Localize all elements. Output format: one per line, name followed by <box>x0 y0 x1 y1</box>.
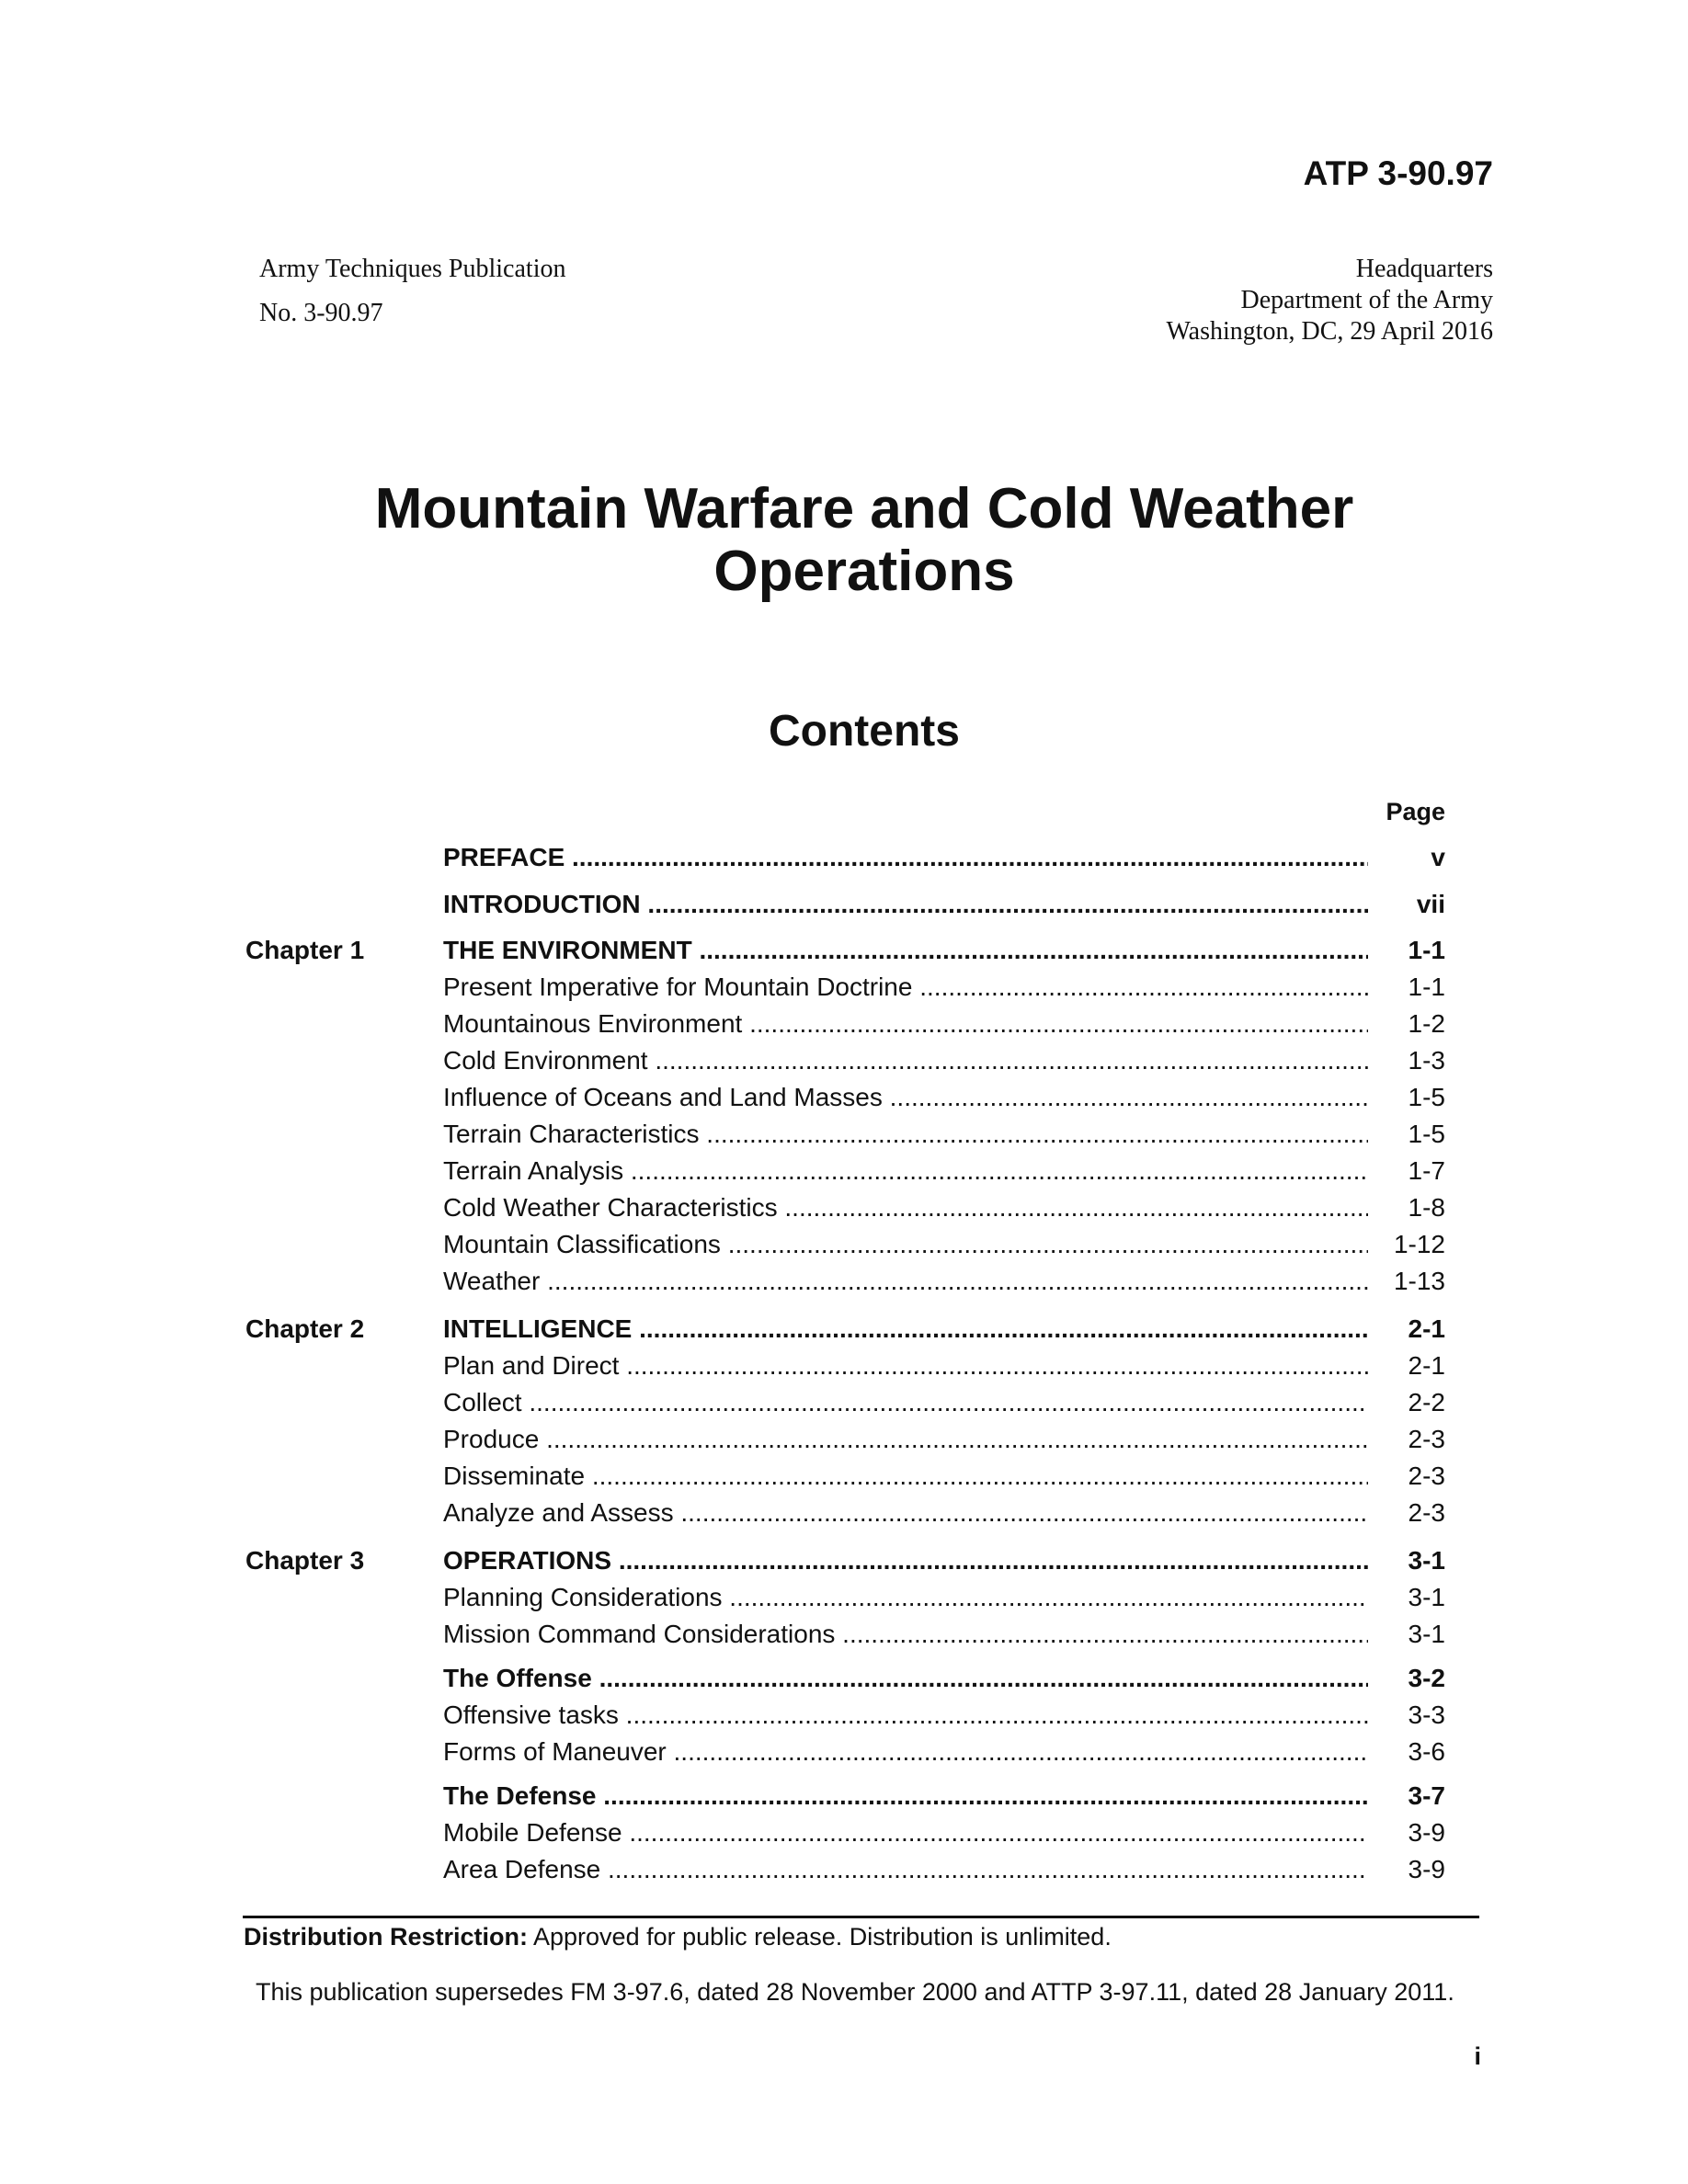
toc-entry[interactable] <box>0 1544 1688 1577</box>
toc-page-number: 1-5 <box>1408 1120 1445 1148</box>
toc-entry-title: Mountainous Environment ..... <box>443 1007 1368 1041</box>
toc-entry[interactable] <box>0 1349 1688 1382</box>
toc-chapter-label: Chapter 2 <box>245 1314 365 1343</box>
toc-page-number: 3-9 <box>1408 1818 1445 1847</box>
toc-page-number: 1-2 <box>1408 1009 1445 1038</box>
toc-page-number: 3-3 <box>1408 1701 1445 1729</box>
toc-entry-title: The Offense ..... <box>443 1662 1368 1695</box>
toc-chapter-label: Chapter 3 <box>245 1546 365 1575</box>
toc-entry-title: INTELLIGENCE ..... <box>443 1313 1368 1346</box>
toc-chapter-label: Chapter 1 <box>245 936 365 964</box>
contents-heading: Contents <box>769 707 960 756</box>
toc-entry-title: Cold Weather Characteristics ..... <box>443 1191 1368 1224</box>
toc-entry-title: Influence of Oceans and Land Masses ..... <box>443 1081 1368 1114</box>
toc-page-number: 1-12 <box>1393 1230 1445 1258</box>
toc-entry-title: Disseminate ..... <box>443 1460 1368 1493</box>
toc-entry[interactable] <box>0 934 1688 967</box>
divider-rule <box>243 1916 1479 1918</box>
supersedes-note: This publication supersedes FM 3-97.6, dated 28 November 2000 and ATTP 3-97.11, dated 28 January 2011. <box>256 1978 1454 2006</box>
distribution-text: Approved for public release. Distribution is unlimited. <box>528 1923 1112 1951</box>
toc-entry-title: PREFACE ..... <box>443 841 1368 874</box>
toc-entry[interactable] <box>0 1081 1688 1114</box>
toc-page-number: 2-3 <box>1408 1498 1445 1527</box>
toc-entry-title: The Defense ..... <box>443 1780 1368 1813</box>
toc-page-number: 3-1 <box>1408 1620 1445 1648</box>
toc-entry-title: Mission Command Considerations ..... <box>443 1618 1368 1651</box>
publication-info <box>259 254 565 329</box>
toc-page-number: 1-13 <box>1393 1267 1445 1295</box>
toc-page-number: 1-1 <box>1408 973 1445 1001</box>
toc-entry-title: Plan and Direct ..... <box>443 1349 1368 1382</box>
toc-entry[interactable] <box>0 1496 1688 1530</box>
toc-entry[interactable] <box>0 888 1688 921</box>
title-line-1: Mountain Warfare and Cold Weather <box>374 477 1354 540</box>
toc-entry[interactable] <box>0 1735 1688 1769</box>
toc-entry-title: Produce ..... <box>443 1423 1368 1456</box>
toc-page-number: 1-5 <box>1408 1083 1445 1111</box>
toc-entry-title: Area Defense ..... <box>443 1853 1368 1886</box>
publication-type: Army Techniques Publication <box>259 255 566 283</box>
toc-entry-title: Cold Environment ..... <box>443 1044 1368 1077</box>
page-number: i <box>1474 2042 1481 2070</box>
toc-entry-title: Mobile Defense ..... <box>443 1816 1368 1849</box>
toc-entry-title: Planning Considerations ..... <box>443 1581 1368 1614</box>
toc-entry[interactable] <box>0 1618 1688 1651</box>
toc-page-number: 3-2 <box>1408 1664 1445 1692</box>
toc-entry-title: Terrain Analysis ..... <box>443 1155 1368 1188</box>
toc-page-number: 3-1 <box>1408 1546 1445 1575</box>
toc-entry-title: INTRODUCTION ..... <box>443 888 1368 921</box>
toc-page-number: 2-1 <box>1408 1351 1445 1380</box>
toc-page-number: 3-6 <box>1408 1737 1445 1766</box>
toc-entry-title: Present Imperative for Mountain Doctrine ..... <box>443 971 1368 1004</box>
page-column-heading: Page <box>1386 798 1445 825</box>
toc-page-number: v <box>1431 843 1445 871</box>
location-date-line: Washington, DC, 29 April 2016 <box>1166 317 1493 346</box>
toc-entry[interactable] <box>0 1423 1688 1456</box>
title-line-2: Operations <box>713 540 1015 603</box>
toc-page-number: 2-3 <box>1408 1425 1445 1453</box>
toc-entry[interactable] <box>0 1662 1688 1695</box>
toc-entry-title: Terrain Characteristics ..... <box>443 1118 1368 1151</box>
toc-entry-title: Collect ..... <box>443 1386 1368 1419</box>
toc-page-number: 3-1 <box>1408 1583 1445 1611</box>
toc-entry[interactable] <box>0 1044 1688 1077</box>
document-code: ATP 3-90.97 <box>1303 154 1493 192</box>
toc-page-number: 3-7 <box>1408 1781 1445 1810</box>
toc-entry[interactable] <box>0 1228 1688 1261</box>
toc-entry[interactable] <box>0 1191 1688 1224</box>
toc-entry[interactable] <box>0 1313 1688 1346</box>
department-line: Department of the Army <box>1240 286 1493 314</box>
toc-page-number: 3-9 <box>1408 1855 1445 1883</box>
toc-page-number: 2-3 <box>1408 1462 1445 1490</box>
toc-entry[interactable] <box>0 971 1688 1004</box>
distribution-restriction <box>244 1921 1112 1952</box>
toc-entry[interactable] <box>0 1460 1688 1493</box>
toc-entry[interactable] <box>0 1581 1688 1614</box>
toc-page-number: 1-8 <box>1408 1193 1445 1222</box>
issuing-authority <box>1166 254 1493 347</box>
toc-page-number: 2-2 <box>1408 1388 1445 1416</box>
toc-page-number: 1-1 <box>1408 936 1445 964</box>
distribution-label: Distribution Restriction: <box>244 1923 528 1951</box>
toc-entry[interactable] <box>0 1780 1688 1813</box>
toc-entry-title: Analyze and Assess ..... <box>443 1496 1368 1530</box>
toc-entry[interactable] <box>0 1007 1688 1041</box>
toc-entry-title: Offensive tasks ..... <box>443 1699 1368 1732</box>
toc-entry[interactable] <box>0 1816 1688 1849</box>
toc-entry[interactable] <box>0 1386 1688 1419</box>
toc-page-number: vii <box>1416 890 1445 918</box>
toc-entry-title: THE ENVIRONMENT ..... <box>443 934 1368 967</box>
toc-entry[interactable] <box>0 841 1688 874</box>
document-title <box>0 478 1688 603</box>
toc-entry[interactable] <box>0 1853 1688 1886</box>
toc-entry[interactable] <box>0 1155 1688 1188</box>
toc-entry[interactable] <box>0 1118 1688 1151</box>
toc-entry-title: Forms of Maneuver ..... <box>443 1735 1368 1769</box>
toc-entry-title: Weather ..... <box>443 1265 1368 1298</box>
toc-page-number: 2-1 <box>1408 1314 1445 1343</box>
toc-entry-title: Mountain Classifications ..... <box>443 1228 1368 1261</box>
toc-entry[interactable] <box>0 1265 1688 1298</box>
toc-page-number: 1-7 <box>1408 1156 1445 1185</box>
toc-page-number: 1-3 <box>1408 1046 1445 1075</box>
publication-number: No. 3-90.97 <box>259 299 383 327</box>
headquarters-line: Headquarters <box>1355 255 1493 283</box>
toc-entry[interactable] <box>0 1699 1688 1732</box>
toc-entry-title: OPERATIONS ..... <box>443 1544 1368 1577</box>
